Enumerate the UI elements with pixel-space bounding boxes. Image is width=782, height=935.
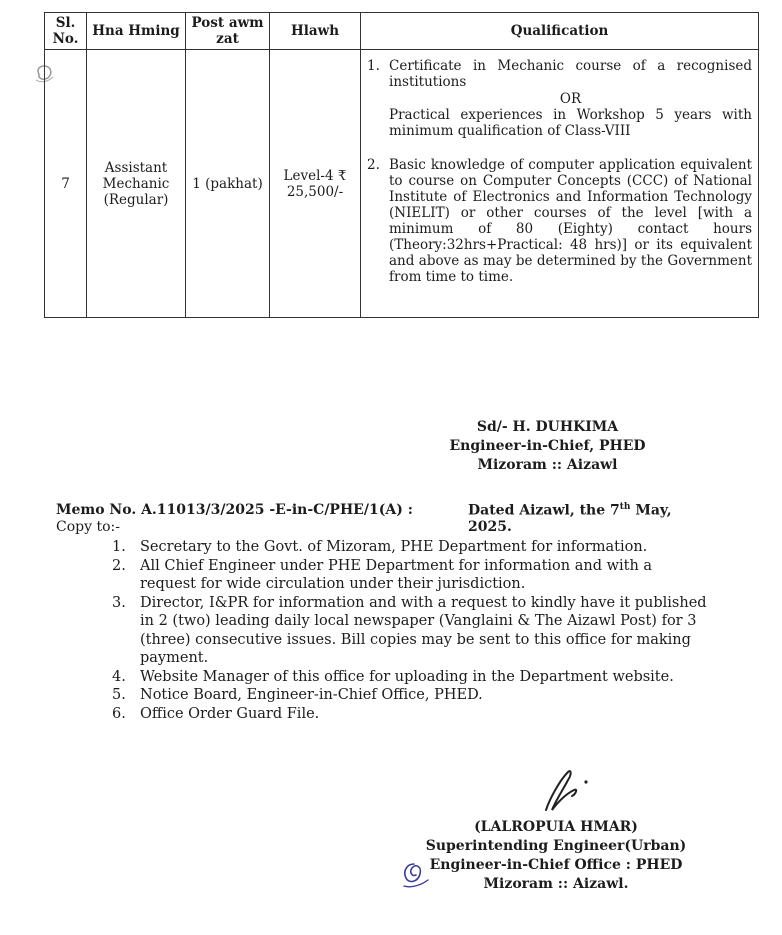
qualification-text: Basic knowledge of computer application equivalent to course on Computer Concepts (CCC) of National Institute of Electronics and Information Technology (NIELIT) or other courses of the level [with a minimum of 80 (Eighty) contact hours (Theory:32hrs+Practical: 48 hrs)] or its equivalent and above as may be determined by the Government from time to time. — [389, 157, 752, 285]
memo-number: Memo No. A.11013/3/2025 -E-in-C/PHE/1(A) : — [56, 502, 413, 518]
list-item — [112, 668, 712, 687]
list-item — [112, 686, 712, 705]
list-number: 5. — [112, 687, 126, 703]
memo-date-prefix: Dated Aizawl, the 7 — [468, 502, 620, 519]
list-number: 6. — [112, 705, 126, 722]
table-row — [45, 50, 759, 318]
list-number: 1. — [112, 539, 126, 555]
list-number: 2. — [112, 557, 126, 574]
signatory-place: Mizoram :: Aizawl. — [483, 876, 629, 892]
qualification-table — [44, 12, 759, 318]
qualification-item-2 — [367, 157, 752, 285]
memo-date-suffix: May, 2025. — [468, 502, 672, 535]
list-item — [112, 705, 712, 724]
list-item — [112, 594, 712, 668]
signatory-designation: Superintending Engineer(Urban) — [425, 838, 687, 854]
signature-block-chief — [445, 418, 650, 475]
memo-date — [468, 502, 716, 535]
signatory-name: Sd/- H. DUHKIMA — [476, 419, 619, 435]
copy-to-list — [112, 538, 712, 723]
signatory-place: Mizoram :: Aizawl — [477, 457, 618, 473]
copy-to-heading: Copy to:- — [56, 519, 120, 535]
header-sl-no: Sl. No. — [45, 13, 87, 50]
cell-pay: Level-4 ₹ 25,500/- — [270, 50, 361, 318]
memo-date-sup: th — [619, 502, 631, 512]
list-number: 4. — [112, 668, 126, 685]
list-item — [112, 557, 712, 594]
signatory-office: Engineer-in-Chief Office : PHED — [429, 857, 683, 873]
list-text: Office Order Guard File. — [140, 705, 320, 722]
list-number: 3. — [112, 594, 126, 611]
signatory-name: (LALROPUIA HMAR) — [474, 819, 638, 835]
qualification-number: 1. — [367, 58, 380, 74]
spacer — [367, 139, 752, 157]
header-post-count: Post awm zat — [186, 13, 270, 50]
handwritten-mark-icon — [400, 860, 430, 890]
list-text: All Chief Engineer under PHE Department for information and with a request for wide circulation under their jurisdiction. — [140, 557, 653, 592]
cell-post-count: 1 (pakhat) — [186, 50, 270, 318]
signatory-designation: Engineer-in-Chief, PHED — [449, 438, 646, 454]
qualification-or: OR — [559, 91, 582, 107]
cell-qualification — [361, 50, 759, 318]
cell-sl-no: 7 — [45, 50, 87, 318]
qualification-item-1 — [367, 58, 752, 139]
cell-post-name: Assistant Mechanic (Regular) — [87, 50, 186, 318]
qualification-list — [367, 58, 752, 285]
header-qualification: Qualification — [361, 13, 759, 50]
list-item — [112, 538, 712, 557]
list-text: Secretary to the Govt. of Mizoram, PHE Department for information. — [140, 539, 648, 555]
list-text: Website Manager of this office for uploading in the Department website. — [140, 668, 674, 685]
qualification-text-alt: Practical experiences in Workshop 5 years with minimum qualification of Class-VIII — [389, 107, 752, 139]
header-post-name: Hna Hming — [87, 13, 186, 50]
table-header-row — [45, 13, 759, 50]
qualification-text: Certificate in Mechanic course of a recognised institutions — [389, 58, 752, 90]
qualification-number: 2. — [367, 157, 380, 173]
list-text: Director, I&PR for information and with a request to kindly have it published in 2 (two) leading daily local newspaper (Vanglaini & The Aizawl Post) for 3 (three) consecutive issues. Bill copies may be sent to this office for making payment. — [140, 594, 707, 666]
handwritten-signature-icon — [538, 766, 598, 816]
signature-block-superintending — [420, 818, 692, 894]
list-text: Notice Board, Engineer-in-Chief Office, PHED. — [140, 687, 483, 703]
header-pay: Hlawh — [270, 13, 361, 50]
